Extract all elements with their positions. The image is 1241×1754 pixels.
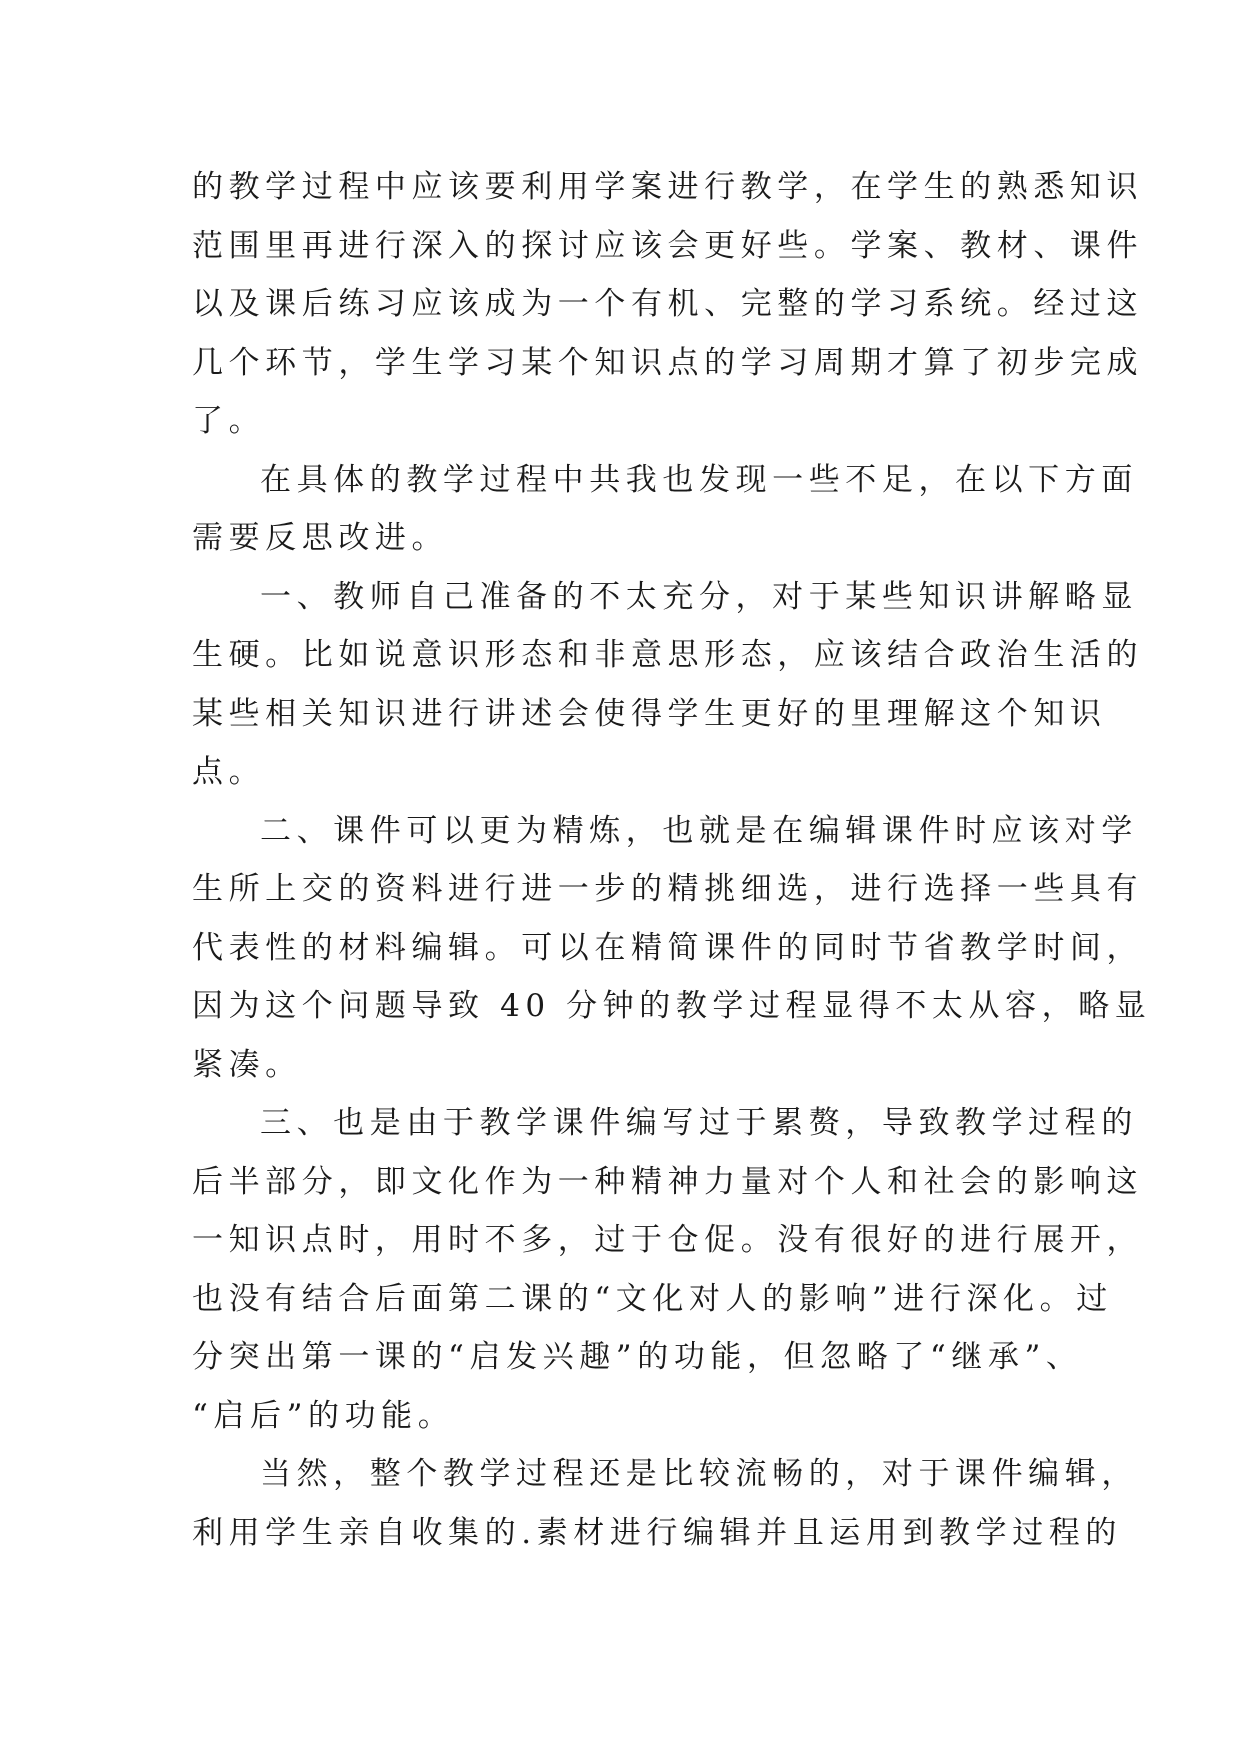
text-line: 三、也是由于教学课件编写过于累赘，导致教学过程的 (260, 1105, 1138, 1141)
paragraph-5 (192, 1094, 1144, 1445)
text-line: 范围里再进行深入的探讨应该会更好些。学案、教材、课件 (192, 227, 1144, 264)
text-line: 二、课件可以更为精炼，也就是在编辑课件时应该对学 (260, 812, 1138, 849)
text-line: 当然，整个教学过程还是比较流畅的，对于课件编辑， (260, 1456, 1138, 1492)
text-line: 生所上交的资料进行进一步的精挑细选，进行选择一些具有 (192, 871, 1144, 907)
paragraph-4 (192, 802, 1152, 1095)
text-line: 一、教师自己准备的不太充分，对于某些知识讲解略显 (260, 578, 1138, 615)
paragraph-2 (192, 451, 1138, 568)
text-line: 一知识点时，用时不多，过于仓促。没有很好的进行展开， (192, 1222, 1144, 1258)
text-line: “启后”的功能。 (192, 1397, 455, 1434)
text-line: 分突出第一课的“启发兴趣”的功能，但忽略了“继承”、 (192, 1339, 1083, 1375)
text-line: 代表性的材料编辑。可以在精简课件的同时节省教学时间， (192, 929, 1144, 966)
paragraph-6 (192, 1445, 1138, 1562)
text-line: 需要反思改进。 (192, 520, 449, 556)
text-line: 紧凑。 (192, 1046, 302, 1083)
text-line: 了。 (192, 403, 266, 439)
text-line: 因为这个问题导致 40 分钟的教学过程显得不太从容，略显 (192, 988, 1152, 1024)
text-line: 生硬。比如说意识形态和非意思形态，应该结合政治生活的 (192, 637, 1144, 673)
text-line: 几个环节，学生学习某个知识点的学习周期才算了初步完成 (192, 344, 1144, 381)
text-line: 点。 (192, 754, 266, 790)
paragraph-1 (192, 158, 1144, 451)
text-line: 利用学生亲自收集的.素材进行编辑并且运用到教学过程的 (192, 1514, 1122, 1551)
text-line: 某些相关知识进行讲述会使得学生更好的里理解这个知识 (192, 695, 1107, 732)
text-line: 在具体的教学过程中共我也发现一些不足，在以下方面 (260, 461, 1138, 498)
text-line: 的教学过程中应该要利用学案进行教学，在学生的熟悉知识 (192, 169, 1144, 205)
text-line: 以及课后练习应该成为一个有机、完整的学习系统。经过这 (192, 286, 1144, 322)
document-body (192, 158, 1152, 1562)
text-line: 也没有结合后面第二课的“文化对人的影响”进行深化。过 (192, 1280, 1113, 1317)
text-line: 后半部分，即文化作为一种精神力量对个人和社会的影响这 (192, 1163, 1144, 1200)
paragraph-3 (192, 568, 1144, 802)
